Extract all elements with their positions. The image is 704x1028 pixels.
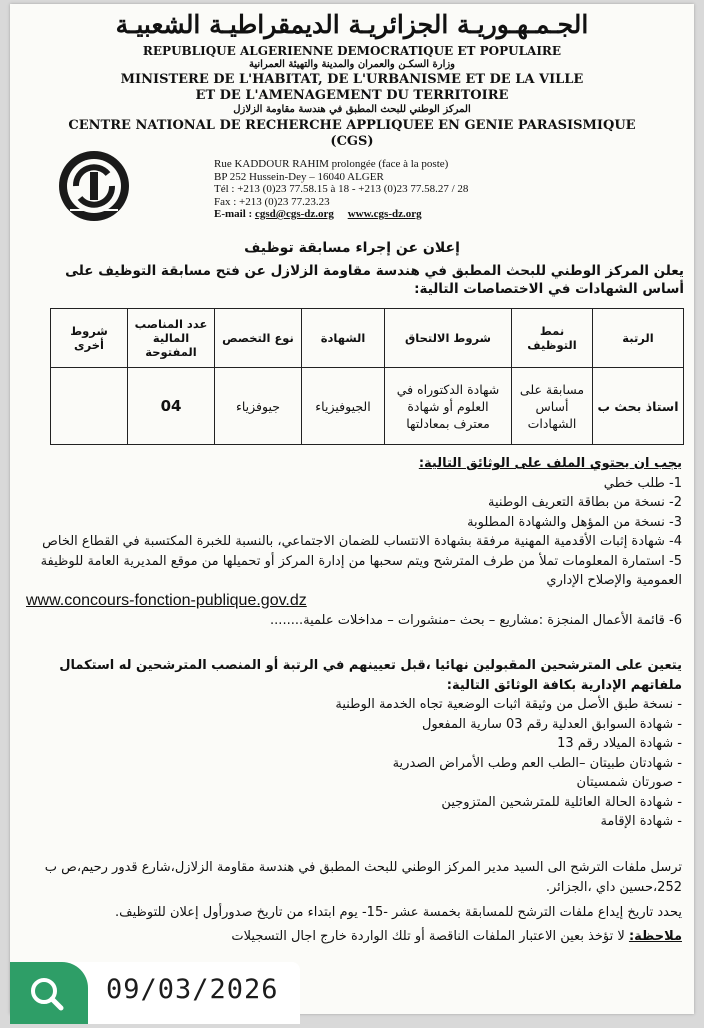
fr-republic-title: REPUBLIQUE ALGERIENNE DEMOCRATIQUE ET POPULAIRE: [142, 44, 562, 58]
note-label: ملاحظة:: [628, 928, 682, 944]
fr-center-acronym: (CGS): [330, 134, 374, 149]
date-badge: [10, 962, 300, 1024]
list-item: - نسخة طبق الأصل من وثيقة اثبات الوضعية تجاه الخدمة الوطنية: [335, 697, 682, 712]
table-cell: شهادة الدكتوراه في العلوم أو شهادة معترف بمعادلتها: [385, 368, 512, 445]
admitted-intro: يتعين على المترشحين المقبولين نهائيا ،قبل تعيينهم في الرتبة أو المنصب المترشحين له استكمال ملفاتهم الإدارية بكافة الوثائق التالية:: [59, 658, 682, 693]
table-cell: جيوفزياء: [215, 368, 302, 445]
col-header: الرتبة: [593, 309, 684, 368]
col-header: شروط الالتحاق: [385, 309, 512, 368]
ar-republic-title: الجـمـهـوريـة الجزائريـة الديمقراطيـة الشعبيـة: [115, 10, 589, 39]
fr-center-line: CENTRE NATIONAL DE RECHERCHE APPLIQUEE EN GENIE PARASISMIQUE: [68, 118, 636, 133]
ar-center-name: المركز الوطني للبحث المطبق في هندسة مقاومة الزلازل: [233, 104, 471, 115]
deadline-text: يحدد تاريخ إيداع ملفات الترشح للمسابقة بخمسة عشر -15- يوم ابتداء من تاريخ صدورأول إعلان للتوظيف.: [115, 905, 682, 920]
table-row: [51, 368, 684, 445]
table-cell: استاذ بحث ب: [593, 368, 684, 445]
col-header: عدد المناصب المالية المفتوحة: [128, 309, 215, 368]
documents-section: [26, 454, 682, 631]
table-header-row: [51, 309, 684, 368]
list-item: - شهادة الحالة العائلية للمترشحين المتزوجين: [441, 794, 682, 810]
documents-title: يجب ان يحتوي الملف على الوثائق التالية:: [418, 456, 682, 471]
list-item: - شهادتان طبيتان –الطب العم وطب الأمراض الصدرية: [392, 755, 682, 771]
table-cell: [51, 368, 128, 445]
positions-table: [50, 308, 684, 445]
website-link[interactable]: www.cgs-dz.org: [347, 208, 422, 220]
phone-line: Tél : +213 (0)23 77.58.15 à 18 - +213 (0)23 77.58.27 / 28: [214, 183, 469, 195]
announcement-document: [10, 4, 694, 1014]
announcement-intro: يعلن المركز الوطني للبحث المطبق في هندسة مقاومة الزلازل عن فتح مسابقة التوظيف على أساس الشهادات في الاختصاصات التالية:: [65, 263, 684, 297]
list-item: 4- شهادة إثبات الأقدمية المهنية مرفقة بشهادة الانتساب للضمان الاجتماعي، بالنسبة للخبرة المكتسبة في القطاع الخاص: [42, 534, 682, 549]
list-item: 6- قائمة الأعمال المنجزة :مشاريع – بحث –منشورات – مداخلات علمية........: [270, 613, 682, 628]
fr-ministry-line-2: ET DE L'AMENAGEMENT DU TERRITOIRE: [195, 88, 509, 103]
url-line: [26, 591, 682, 612]
col-header: نمط التوظيف: [512, 309, 593, 368]
list-item: - شهادة الإقامة: [600, 814, 682, 829]
address-line: Rue KADDOUR RAHIM prolongée (face à la poste): [214, 158, 449, 170]
col-header: الشهادة: [302, 309, 385, 368]
date-text: 09/03/2026: [106, 974, 279, 1005]
email-link[interactable]: cgsd@cgs-dz.org: [254, 208, 334, 220]
table-cell: الجيوفيزياء: [302, 368, 385, 445]
contact-block: [214, 158, 468, 221]
email-row: [214, 208, 468, 221]
send-instructions: ترسل ملفات الترشح الى السيد مدير المركز الوطني للبحث المطبق في هندسة مقاومة الزلازل،شارع قدور رحيم،ص ب 252،حسين داي ،الجزائر.: [44, 860, 682, 895]
list-item: 5- استمارة المعلومات تملأ من طرف المترشح ويتم سحبها من إدارة المركز أو تحميلها من موقع المديرية العامة للوظيفة العمومية والإصلاح الإداري: [40, 553, 682, 588]
note-text: لا تؤخذ بعين الاعتبار الملفات الناقصة أو تلك الواردة خارج اجال التسجيلات: [231, 928, 629, 944]
list-item: 1- طلب خطي: [603, 475, 682, 491]
footer-notes: [26, 858, 682, 946]
email-label: E-mail :: [214, 208, 255, 220]
list-item: 3- نسخة من المؤهل والشهادة المطلوبة: [467, 514, 682, 530]
col-header: شروط أخرى: [51, 309, 128, 368]
fr-ministry-line-1: MINISTERE DE L'HABITAT, DE L'URBANISME ET DE LA VILLE: [120, 72, 584, 87]
postal-line: BP 252 Hussein-Dey – 16040 ALGER: [214, 170, 384, 183]
list-item: - صورتان شمسيتان: [576, 775, 682, 790]
list-item: - شهادة السوابق العدلية رقم 03 سارية المفعول: [421, 716, 682, 732]
fax-line: Fax : +213 (0)23 77.23.23: [214, 195, 330, 208]
list-item: 2- نسخة من بطاقة التعريف الوطنية: [488, 495, 682, 510]
ministry-website-link[interactable]: www.concours-fonction-publique.gov.dz: [26, 591, 307, 609]
announcement-title: إعلان عن إجراء مسابقة توظيف: [244, 240, 460, 256]
table-cell: مسابقة على أساس الشهادات: [512, 368, 593, 445]
list-item: - شهادة الميلاد رقم 13: [557, 736, 682, 751]
fr-center-name: [10, 118, 694, 150]
col-header: نوع التخصص: [215, 309, 302, 368]
table-cell: 04: [128, 368, 215, 445]
admitted-section: [26, 656, 682, 832]
search-icon[interactable]: [10, 962, 88, 1024]
note-line: [26, 927, 682, 947]
fr-ministry-name: [10, 72, 694, 104]
ar-ministry-name: وزارة السكـن والعمران والمدينة والتهيئة العمرانية: [248, 59, 456, 70]
cgs-logo: [56, 148, 132, 224]
